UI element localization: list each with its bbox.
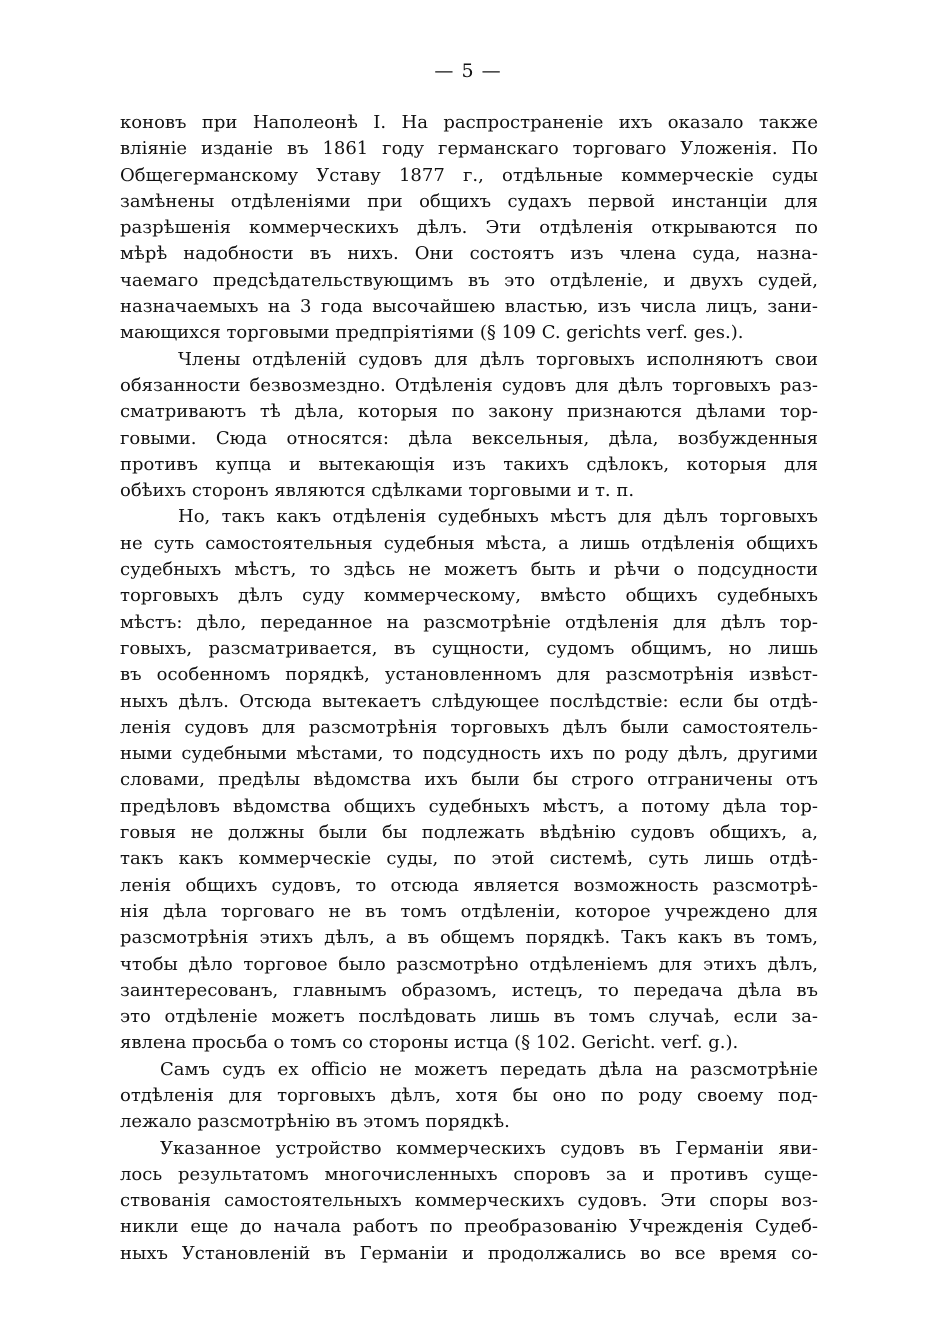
text-line: судебныхъ мѣстъ, то здѣсь не можетъ быть и рѣчи о подсудности	[120, 559, 818, 581]
text-line: разрѣшенія коммерческихъ дѣлъ. Эти отдѣленія открываются по	[120, 217, 818, 239]
text-line: Самъ судъ ex officio не можетъ передать дѣла на разсмотрѣніе	[160, 1058, 818, 1080]
body-text	[120, 110, 818, 1267]
text-line: сматриваютъ тѣ дѣла, которыя по закону признаются дѣлами тор-	[120, 401, 818, 423]
paragraph-1	[120, 110, 818, 347]
text-line: назначаемыхъ на 3 года высочайшею властью, изъ числа лицъ, зани-	[120, 296, 818, 318]
text-line: никли еще до начала работъ по преобразованію Учрежденія Судеб-	[120, 1216, 818, 1238]
text-line: Члены отдѣленій судовъ для дѣлъ торговыхъ исполняютъ свои	[178, 348, 818, 370]
text-line: вліяніе изданіе въ 1861 году германскаго торговаго Уложенія. По	[120, 138, 818, 160]
text-line: говыя не должны были бы подлежать вѣдѣнію судовъ общихъ, а,	[120, 822, 818, 844]
text-line: въ особенномъ порядкѣ, установленномъ для разсмотрѣнія извѣст-	[120, 664, 818, 686]
text-line: Общегерманскому Уставу 1877 г., отдѣльные коммерческіе суды	[120, 164, 818, 186]
paragraph-2	[120, 347, 818, 505]
page-number: — 5 —	[434, 60, 502, 82]
text-line: явлена просьба о томъ со стороны истца (§ 102. Gericht. verf. g.).	[120, 1032, 739, 1054]
text-line: заинтересованъ, главнымъ образомъ, истецъ, то передача дѣла въ	[120, 979, 818, 1001]
text-line: ствованія самостоятельныхъ коммерческихъ судовъ. Эти споры воз-	[120, 1190, 818, 1212]
text-line: словами, предѣлы вѣдомства ихъ были бы строго отграничены отъ	[120, 769, 818, 791]
text-line: такъ какъ коммерческіе суды, по этой системѣ, суть лишь отдѣ-	[120, 848, 818, 870]
text-line: ленія общихъ судовъ, то отсюда является возможность разсмотрѣ-	[120, 874, 818, 896]
text-line: мѣстъ: дѣло, переданное на разсмотрѣніе отдѣленія для дѣлъ тор-	[120, 611, 818, 633]
text-line: говыми. Сюда относятся: дѣла вексельныя, дѣла, возбужденныя	[120, 427, 818, 449]
text-line: ныхъ Установленій въ Германіи и продолжались во все время со-	[120, 1242, 818, 1264]
text-line: коновъ при Наполеонѣ I. На распространеніе ихъ оказало также	[120, 112, 818, 133]
text-line: говыхъ, разсматривается, въ сущности, судомъ общимъ, но лишь	[120, 637, 818, 659]
text-line: чтобы дѣло торговое было разсмотрѣно отдѣленіемъ для этихъ дѣлъ,	[120, 953, 818, 975]
paragraph-4	[120, 1057, 818, 1136]
text-line: лось результатомъ многочисленныхъ споровъ за и противъ суще-	[120, 1163, 818, 1185]
text-line: это отдѣленіе можетъ послѣдовать лишь въ томъ случаѣ, если за-	[120, 1006, 818, 1028]
text-line: предѣловъ вѣдомства общихъ судебныхъ мѣстъ, а потому дѣла тор-	[120, 795, 818, 817]
text-line: ными судебными мѣстами, то подсудность ихъ по роду дѣлъ, другими	[120, 743, 818, 765]
text-line: противъ купца и вытекающія изъ такихъ сдѣлокъ, которыя для	[120, 453, 818, 475]
text-line: торговыхъ дѣлъ суду коммерческому, вмѣсто общихъ судебныхъ	[120, 585, 818, 607]
text-line: замѣнены отдѣленіями при общихъ судахъ первой инстанціи для	[120, 190, 818, 212]
text-line: разсмотрѣнія этихъ дѣлъ, а въ общемъ порядкѣ. Такъ какъ въ томъ,	[120, 927, 818, 949]
paragraph-3	[120, 504, 818, 1056]
text-line: ныхъ дѣлъ. Отсюда вытекаетъ слѣдующее послѣдствіе: если бы отдѣ-	[120, 690, 818, 712]
text-line: обѣихъ сторонъ являются сдѣлками торговыми и т. п.	[120, 480, 635, 502]
text-line: мѣрѣ надобности въ нихъ. Они состоятъ изъ члена суда, назна-	[120, 243, 818, 265]
text-line: мающихся торговыми предпріятіями (§ 109 C. gerichts verf. ges.).	[120, 322, 744, 344]
text-line: Но, такъ какъ отдѣленія судебныхъ мѣстъ для дѣлъ торговыхъ	[178, 506, 818, 528]
text-line: отдѣленія для торговыхъ дѣлъ, хотя бы оно по роду своему под-	[120, 1084, 818, 1106]
text-line: обязанности безвозмездно. Отдѣленія судовъ для дѣлъ торговыхъ раз-	[120, 374, 818, 396]
text-line: лежало разсмотрѣнію въ этомъ порядкѣ.	[120, 1111, 510, 1133]
text-line: нія дѣла торговаго не въ томъ отдѣленіи, которое учреждено для	[120, 900, 818, 922]
text-line: ленія судовъ для разсмотрѣнія торговыхъ дѣлъ были самостоятель-	[120, 716, 818, 738]
text-line: не суть самостоятельныя судебныя мѣста, а лишь отдѣленія общихъ	[120, 532, 818, 554]
paragraph-5	[120, 1136, 818, 1267]
text-line: чаемаго предсѣдательствующимъ въ это отдѣленіе, и двухъ судей,	[120, 269, 818, 291]
text-line: Указанное устройство коммерческихъ судовъ въ Германіи яви-	[160, 1137, 818, 1159]
